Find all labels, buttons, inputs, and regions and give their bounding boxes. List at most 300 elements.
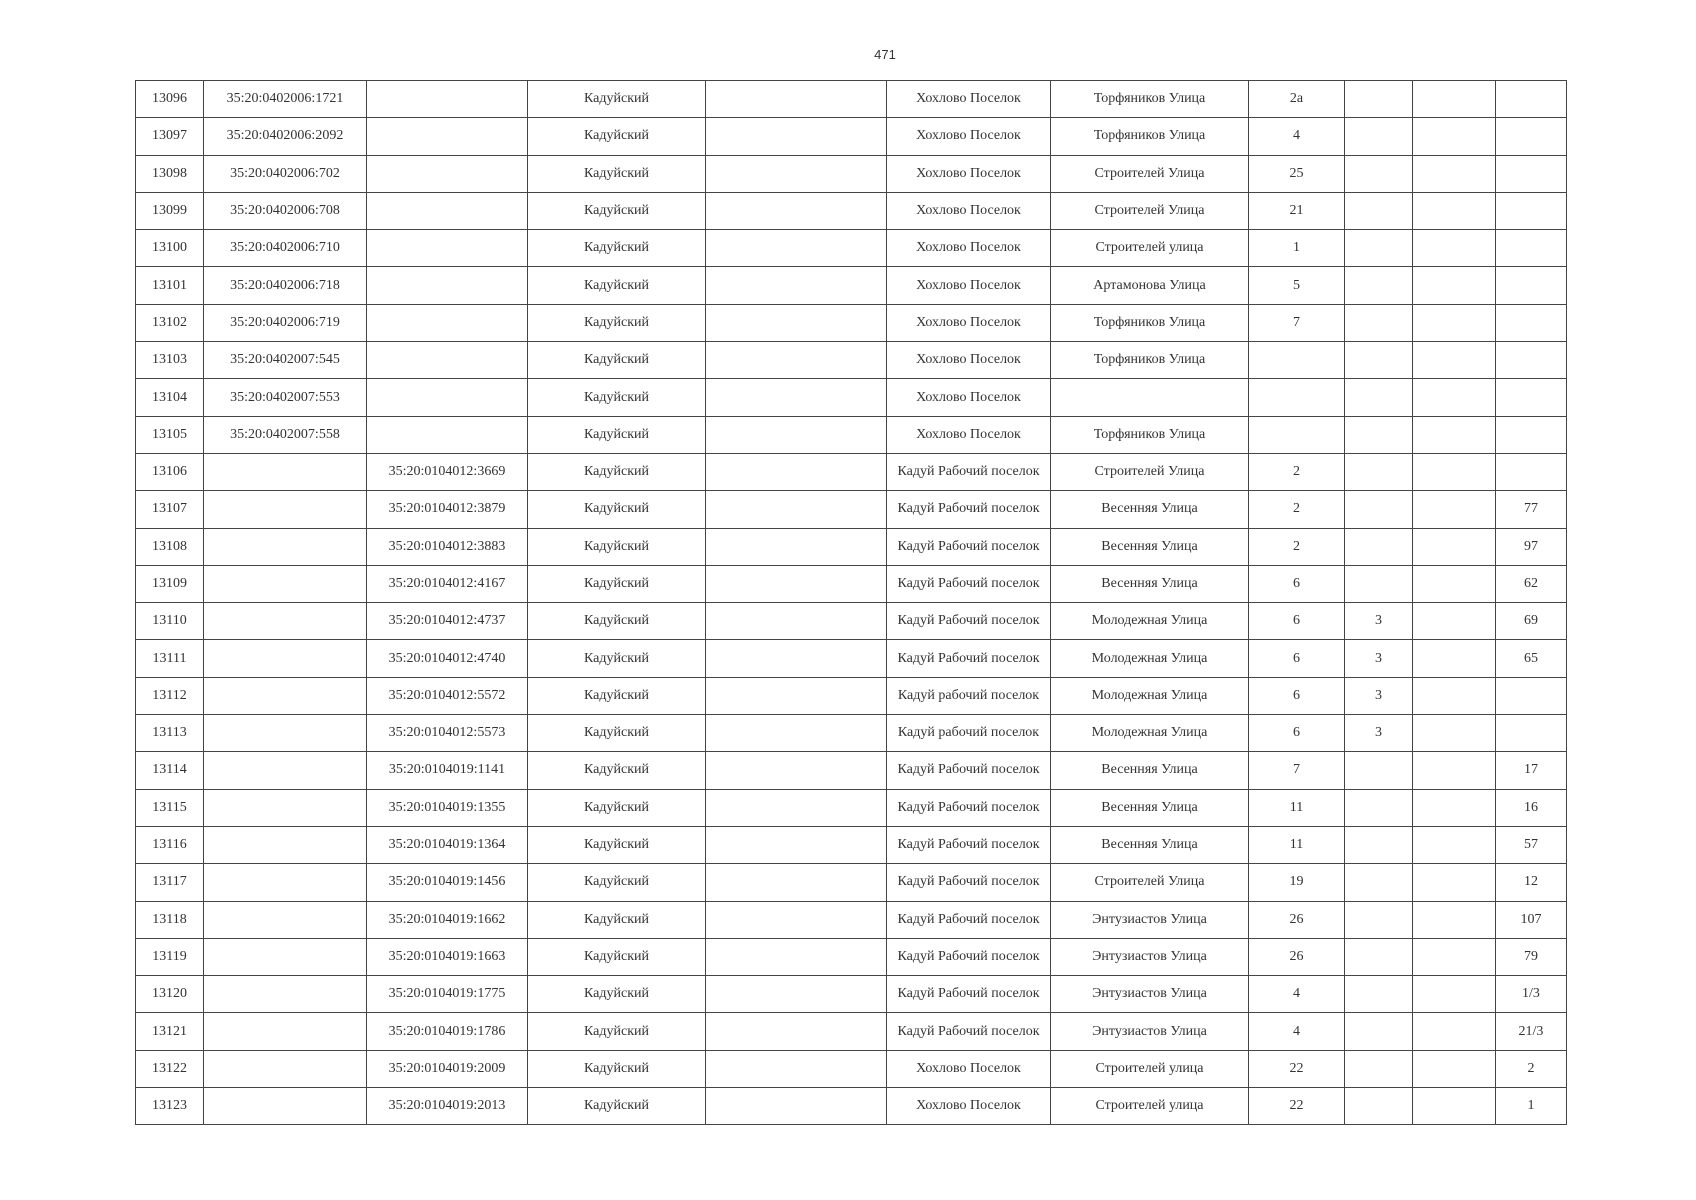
- record-number-cell: 13109: [136, 565, 204, 602]
- district-cell: Кадуйский: [528, 715, 706, 752]
- apartment-cell: [1496, 267, 1567, 304]
- record-number-cell: 13118: [136, 901, 204, 938]
- record-number-cell: 13106: [136, 453, 204, 490]
- cadastral-number-cell: [204, 603, 367, 640]
- house-cell: 5: [1249, 267, 1345, 304]
- house-cell: 6: [1249, 603, 1345, 640]
- house-cell: 26: [1249, 901, 1345, 938]
- house-cell: 26: [1249, 938, 1345, 975]
- record-number-cell: 13098: [136, 155, 204, 192]
- apartment-cell: [1496, 416, 1567, 453]
- table-row: [136, 192, 1567, 229]
- settlement-cell: Кадуй Рабочий поселок: [887, 491, 1051, 528]
- street-cell: Энтузиастов Улица: [1051, 1013, 1249, 1050]
- cadastral-number-cell: 35:20:0402007:545: [204, 342, 367, 379]
- record-number-cell: 13122: [136, 1050, 204, 1087]
- street-cell: Молодежная Улица: [1051, 640, 1249, 677]
- record-number-cell: 13115: [136, 789, 204, 826]
- municipality-cell: [706, 304, 887, 341]
- table-row: [136, 155, 1567, 192]
- cadastral-number-cell: 35:20:0402007:553: [204, 379, 367, 416]
- apartment-cell: 17: [1496, 752, 1567, 789]
- settlement-cell: Хохлово Поселок: [887, 342, 1051, 379]
- municipality-cell: [706, 677, 887, 714]
- cadastral-number-cell: 35:20:0402006:708: [204, 192, 367, 229]
- cadastral-number-cell: 35:20:0402006:2092: [204, 118, 367, 155]
- house-cell: 4: [1249, 1013, 1345, 1050]
- settlement-cell: Кадуй Рабочий поселок: [887, 938, 1051, 975]
- municipality-cell: [706, 715, 887, 752]
- municipality-cell: [706, 416, 887, 453]
- record-number-cell: 13117: [136, 864, 204, 901]
- structure-cell: [1413, 1050, 1496, 1087]
- building-cell: [1345, 267, 1413, 304]
- district-cell: Кадуйский: [528, 976, 706, 1013]
- house-cell: 25: [1249, 155, 1345, 192]
- settlement-cell: Хохлово Поселок: [887, 155, 1051, 192]
- settlement-cell: Хохлово Поселок: [887, 118, 1051, 155]
- table-row: [136, 528, 1567, 565]
- district-cell: Кадуйский: [528, 267, 706, 304]
- parent-cadastral-number-cell: 35:20:0104019:1786: [367, 1013, 528, 1050]
- table-row: [136, 826, 1567, 863]
- parent-cadastral-number-cell: 35:20:0104019:1364: [367, 826, 528, 863]
- parent-cadastral-number-cell: 35:20:0104012:5572: [367, 677, 528, 714]
- municipality-cell: [706, 752, 887, 789]
- parent-cadastral-number-cell: 35:20:0104019:1355: [367, 789, 528, 826]
- parent-cadastral-number-cell: 35:20:0104012:4167: [367, 565, 528, 602]
- record-number-cell: 13107: [136, 491, 204, 528]
- district-cell: Кадуйский: [528, 453, 706, 490]
- house-cell: 11: [1249, 826, 1345, 863]
- building-cell: 3: [1345, 640, 1413, 677]
- structure-cell: [1413, 901, 1496, 938]
- settlement-cell: Кадуй Рабочий поселок: [887, 901, 1051, 938]
- record-number-cell: 13111: [136, 640, 204, 677]
- cadastral-number-cell: [204, 864, 367, 901]
- parent-cadastral-number-cell: [367, 81, 528, 118]
- district-cell: Кадуйский: [528, 826, 706, 863]
- building-cell: [1345, 416, 1413, 453]
- cadastral-number-cell: [204, 1050, 367, 1087]
- street-cell: Торфяников Улица: [1051, 81, 1249, 118]
- municipality-cell: [706, 565, 887, 602]
- district-cell: Кадуйский: [528, 528, 706, 565]
- table-row: [136, 1013, 1567, 1050]
- building-cell: [1345, 789, 1413, 826]
- parent-cadastral-number-cell: 35:20:0104019:2009: [367, 1050, 528, 1087]
- record-number-cell: 13104: [136, 379, 204, 416]
- district-cell: Кадуйский: [528, 1088, 706, 1125]
- settlement-cell: Кадуй Рабочий поселок: [887, 528, 1051, 565]
- municipality-cell: [706, 192, 887, 229]
- street-cell: Артамонова Улица: [1051, 267, 1249, 304]
- street-cell: Весенняя Улица: [1051, 491, 1249, 528]
- district-cell: Кадуйский: [528, 565, 706, 602]
- municipality-cell: [706, 603, 887, 640]
- building-cell: [1345, 155, 1413, 192]
- table-row: [136, 1050, 1567, 1087]
- cadastral-number-cell: [204, 826, 367, 863]
- cadastral-number-cell: [204, 901, 367, 938]
- building-cell: [1345, 1050, 1413, 1087]
- building-cell: [1345, 230, 1413, 267]
- street-cell: Торфяников Улица: [1051, 416, 1249, 453]
- table-row: [136, 677, 1567, 714]
- municipality-cell: [706, 826, 887, 863]
- structure-cell: [1413, 416, 1496, 453]
- house-cell: 6: [1249, 715, 1345, 752]
- parent-cadastral-number-cell: 35:20:0104012:3883: [367, 528, 528, 565]
- street-cell: Молодежная Улица: [1051, 715, 1249, 752]
- apartment-cell: 21/3: [1496, 1013, 1567, 1050]
- district-cell: Кадуйский: [528, 752, 706, 789]
- cadastral-number-cell: [204, 1013, 367, 1050]
- apartment-cell: 79: [1496, 938, 1567, 975]
- apartment-cell: [1496, 230, 1567, 267]
- cadastral-number-cell: [204, 565, 367, 602]
- parent-cadastral-number-cell: [367, 342, 528, 379]
- structure-cell: [1413, 565, 1496, 602]
- building-cell: [1345, 752, 1413, 789]
- building-cell: [1345, 304, 1413, 341]
- house-cell: 6: [1249, 677, 1345, 714]
- municipality-cell: [706, 379, 887, 416]
- house-cell: 2: [1249, 528, 1345, 565]
- street-cell: Торфяников Улица: [1051, 304, 1249, 341]
- cadastral-number-cell: [204, 528, 367, 565]
- municipality-cell: [706, 491, 887, 528]
- cadastral-number-cell: [204, 491, 367, 528]
- cadastral-number-cell: [204, 1088, 367, 1125]
- structure-cell: [1413, 976, 1496, 1013]
- apartment-cell: 97: [1496, 528, 1567, 565]
- record-number-cell: 13119: [136, 938, 204, 975]
- street-cell: Молодежная Улица: [1051, 677, 1249, 714]
- building-cell: [1345, 976, 1413, 1013]
- parent-cadastral-number-cell: 35:20:0104012:3879: [367, 491, 528, 528]
- municipality-cell: [706, 118, 887, 155]
- municipality-cell: [706, 864, 887, 901]
- settlement-cell: Хохлово Поселок: [887, 192, 1051, 229]
- parent-cadastral-number-cell: 35:20:0104012:3669: [367, 453, 528, 490]
- settlement-cell: Кадуй Рабочий поселок: [887, 453, 1051, 490]
- building-cell: [1345, 81, 1413, 118]
- building-cell: [1345, 565, 1413, 602]
- house-cell: 21: [1249, 192, 1345, 229]
- record-number-cell: 13116: [136, 826, 204, 863]
- house-cell: 2а: [1249, 81, 1345, 118]
- structure-cell: [1413, 453, 1496, 490]
- street-cell: Строителей Улица: [1051, 155, 1249, 192]
- building-cell: [1345, 379, 1413, 416]
- house-cell: 11: [1249, 789, 1345, 826]
- street-cell: Энтузиастов Улица: [1051, 938, 1249, 975]
- district-cell: Кадуйский: [528, 155, 706, 192]
- municipality-cell: [706, 1050, 887, 1087]
- cadastral-number-cell: [204, 789, 367, 826]
- municipality-cell: [706, 789, 887, 826]
- building-cell: [1345, 938, 1413, 975]
- structure-cell: [1413, 938, 1496, 975]
- structure-cell: [1413, 826, 1496, 863]
- street-cell: Торфяников Улица: [1051, 342, 1249, 379]
- record-number-cell: 13096: [136, 81, 204, 118]
- table-row: [136, 118, 1567, 155]
- apartment-cell: 1: [1496, 1088, 1567, 1125]
- municipality-cell: [706, 267, 887, 304]
- settlement-cell: Кадуй рабочий поселок: [887, 715, 1051, 752]
- house-cell: 2: [1249, 453, 1345, 490]
- record-number-cell: 13123: [136, 1088, 204, 1125]
- house-cell: 4: [1249, 118, 1345, 155]
- building-cell: [1345, 901, 1413, 938]
- municipality-cell: [706, 1088, 887, 1125]
- table-row: [136, 416, 1567, 453]
- building-cell: [1345, 1088, 1413, 1125]
- settlement-cell: Хохлово Поселок: [887, 1050, 1051, 1087]
- table-row: [136, 342, 1567, 379]
- table-row: [136, 640, 1567, 677]
- street-cell: Строителей Улица: [1051, 453, 1249, 490]
- settlement-cell: Хохлово Поселок: [887, 230, 1051, 267]
- record-number-cell: 13105: [136, 416, 204, 453]
- municipality-cell: [706, 640, 887, 677]
- parent-cadastral-number-cell: 35:20:0104019:1456: [367, 864, 528, 901]
- district-cell: Кадуйский: [528, 118, 706, 155]
- table-body: [136, 81, 1567, 1125]
- record-number-cell: 13102: [136, 304, 204, 341]
- structure-cell: [1413, 155, 1496, 192]
- record-number-cell: 13121: [136, 1013, 204, 1050]
- page-number: 471: [874, 47, 896, 62]
- apartment-cell: [1496, 453, 1567, 490]
- table-row: [136, 715, 1567, 752]
- apartment-cell: 62: [1496, 565, 1567, 602]
- parent-cadastral-number-cell: 35:20:0104012:4740: [367, 640, 528, 677]
- structure-cell: [1413, 752, 1496, 789]
- building-cell: 3: [1345, 677, 1413, 714]
- street-cell: Энтузиастов Улица: [1051, 976, 1249, 1013]
- house-cell: 22: [1249, 1088, 1345, 1125]
- house-cell: [1249, 379, 1345, 416]
- district-cell: Кадуйский: [528, 379, 706, 416]
- structure-cell: [1413, 118, 1496, 155]
- record-number-cell: 13097: [136, 118, 204, 155]
- street-cell: Весенняя Улица: [1051, 752, 1249, 789]
- building-cell: [1345, 453, 1413, 490]
- municipality-cell: [706, 1013, 887, 1050]
- municipality-cell: [706, 938, 887, 975]
- district-cell: Кадуйский: [528, 1013, 706, 1050]
- parent-cadastral-number-cell: [367, 230, 528, 267]
- district-cell: Кадуйский: [528, 342, 706, 379]
- settlement-cell: Кадуй рабочий поселок: [887, 677, 1051, 714]
- cadastral-number-cell: 35:20:0402006:718: [204, 267, 367, 304]
- settlement-cell: Кадуй Рабочий поселок: [887, 864, 1051, 901]
- street-cell: [1051, 379, 1249, 416]
- table-row: [136, 938, 1567, 975]
- apartment-cell: [1496, 379, 1567, 416]
- cadastral-number-cell: 35:20:0402006:710: [204, 230, 367, 267]
- record-number-cell: 13101: [136, 267, 204, 304]
- district-cell: Кадуйский: [528, 230, 706, 267]
- building-cell: [1345, 118, 1413, 155]
- street-cell: Строителей улица: [1051, 1088, 1249, 1125]
- apartment-cell: [1496, 342, 1567, 379]
- structure-cell: [1413, 491, 1496, 528]
- parent-cadastral-number-cell: [367, 304, 528, 341]
- structure-cell: [1413, 864, 1496, 901]
- parent-cadastral-number-cell: [367, 416, 528, 453]
- parent-cadastral-number-cell: [367, 155, 528, 192]
- registry-table: [135, 80, 1567, 1125]
- settlement-cell: Кадуй Рабочий поселок: [887, 789, 1051, 826]
- house-cell: 6: [1249, 640, 1345, 677]
- cadastral-number-cell: 35:20:0402006:719: [204, 304, 367, 341]
- street-cell: Строителей улица: [1051, 230, 1249, 267]
- cadastral-number-cell: 35:20:0402006:1721: [204, 81, 367, 118]
- settlement-cell: Хохлово Поселок: [887, 1088, 1051, 1125]
- building-cell: [1345, 1013, 1413, 1050]
- municipality-cell: [706, 230, 887, 267]
- settlement-cell: Кадуй Рабочий поселок: [887, 752, 1051, 789]
- street-cell: Весенняя Улица: [1051, 565, 1249, 602]
- district-cell: Кадуйский: [528, 1050, 706, 1087]
- parent-cadastral-number-cell: 35:20:0104019:1775: [367, 976, 528, 1013]
- settlement-cell: Хохлово Поселок: [887, 304, 1051, 341]
- street-cell: Торфяников Улица: [1051, 118, 1249, 155]
- settlement-cell: Хохлово Поселок: [887, 379, 1051, 416]
- house-cell: 2: [1249, 491, 1345, 528]
- apartment-cell: [1496, 81, 1567, 118]
- table-row: [136, 453, 1567, 490]
- parent-cadastral-number-cell: 35:20:0104012:4737: [367, 603, 528, 640]
- district-cell: Кадуйский: [528, 789, 706, 826]
- table-row: [136, 864, 1567, 901]
- cadastral-number-cell: [204, 976, 367, 1013]
- table-row: [136, 603, 1567, 640]
- record-number-cell: 13114: [136, 752, 204, 789]
- table-row: [136, 789, 1567, 826]
- apartment-cell: [1496, 118, 1567, 155]
- house-cell: 22: [1249, 1050, 1345, 1087]
- municipality-cell: [706, 342, 887, 379]
- parent-cadastral-number-cell: 35:20:0104019:1662: [367, 901, 528, 938]
- settlement-cell: Кадуй Рабочий поселок: [887, 565, 1051, 602]
- settlement-cell: Кадуй Рабочий поселок: [887, 826, 1051, 863]
- structure-cell: [1413, 304, 1496, 341]
- district-cell: Кадуйский: [528, 603, 706, 640]
- parent-cadastral-number-cell: 35:20:0104019:2013: [367, 1088, 528, 1125]
- table-row: [136, 1088, 1567, 1125]
- structure-cell: [1413, 528, 1496, 565]
- street-cell: Весенняя Улица: [1051, 528, 1249, 565]
- municipality-cell: [706, 155, 887, 192]
- street-cell: Молодежная Улица: [1051, 603, 1249, 640]
- district-cell: Кадуйский: [528, 192, 706, 229]
- street-cell: Весенняя Улица: [1051, 789, 1249, 826]
- cadastral-number-cell: [204, 752, 367, 789]
- street-cell: Энтузиастов Улица: [1051, 901, 1249, 938]
- apartment-cell: [1496, 677, 1567, 714]
- district-cell: Кадуйский: [528, 938, 706, 975]
- settlement-cell: Хохлово Поселок: [887, 267, 1051, 304]
- district-cell: Кадуйский: [528, 491, 706, 528]
- structure-cell: [1413, 677, 1496, 714]
- apartment-cell: [1496, 715, 1567, 752]
- municipality-cell: [706, 81, 887, 118]
- district-cell: Кадуйский: [528, 901, 706, 938]
- house-cell: 19: [1249, 864, 1345, 901]
- structure-cell: [1413, 379, 1496, 416]
- building-cell: [1345, 192, 1413, 229]
- structure-cell: [1413, 1013, 1496, 1050]
- building-cell: [1345, 491, 1413, 528]
- parent-cadastral-number-cell: 35:20:0104019:1141: [367, 752, 528, 789]
- structure-cell: [1413, 81, 1496, 118]
- record-number-cell: 13103: [136, 342, 204, 379]
- record-number-cell: 13108: [136, 528, 204, 565]
- apartment-cell: 1/3: [1496, 976, 1567, 1013]
- street-cell: Строителей Улица: [1051, 864, 1249, 901]
- table-row: [136, 267, 1567, 304]
- record-number-cell: 13099: [136, 192, 204, 229]
- cadastral-number-cell: 35:20:0402007:558: [204, 416, 367, 453]
- structure-cell: [1413, 342, 1496, 379]
- house-cell: [1249, 342, 1345, 379]
- house-cell: 6: [1249, 565, 1345, 602]
- municipality-cell: [706, 976, 887, 1013]
- table-row: [136, 901, 1567, 938]
- table-row: [136, 304, 1567, 341]
- district-cell: Кадуйский: [528, 304, 706, 341]
- street-cell: Строителей улица: [1051, 1050, 1249, 1087]
- cadastral-number-cell: [204, 938, 367, 975]
- structure-cell: [1413, 267, 1496, 304]
- cadastral-number-cell: [204, 640, 367, 677]
- structure-cell: [1413, 640, 1496, 677]
- building-cell: [1345, 342, 1413, 379]
- apartment-cell: 77: [1496, 491, 1567, 528]
- table-row: [136, 230, 1567, 267]
- structure-cell: [1413, 230, 1496, 267]
- district-cell: Кадуйский: [528, 677, 706, 714]
- building-cell: 3: [1345, 715, 1413, 752]
- cadastral-number-cell: 35:20:0402006:702: [204, 155, 367, 192]
- cadastral-number-cell: [204, 677, 367, 714]
- apartment-cell: [1496, 192, 1567, 229]
- settlement-cell: Кадуй Рабочий поселок: [887, 603, 1051, 640]
- parent-cadastral-number-cell: 35:20:0104019:1663: [367, 938, 528, 975]
- cadastral-number-cell: [204, 453, 367, 490]
- apartment-cell: [1496, 304, 1567, 341]
- apartment-cell: [1496, 155, 1567, 192]
- apartment-cell: 107: [1496, 901, 1567, 938]
- building-cell: [1345, 864, 1413, 901]
- apartment-cell: 69: [1496, 603, 1567, 640]
- table-row: [136, 752, 1567, 789]
- apartment-cell: 65: [1496, 640, 1567, 677]
- structure-cell: [1413, 603, 1496, 640]
- house-cell: 7: [1249, 752, 1345, 789]
- municipality-cell: [706, 901, 887, 938]
- settlement-cell: Кадуй Рабочий поселок: [887, 640, 1051, 677]
- house-cell: 1: [1249, 230, 1345, 267]
- apartment-cell: 2: [1496, 1050, 1567, 1087]
- street-cell: Строителей Улица: [1051, 192, 1249, 229]
- parent-cadastral-number-cell: 35:20:0104012:5573: [367, 715, 528, 752]
